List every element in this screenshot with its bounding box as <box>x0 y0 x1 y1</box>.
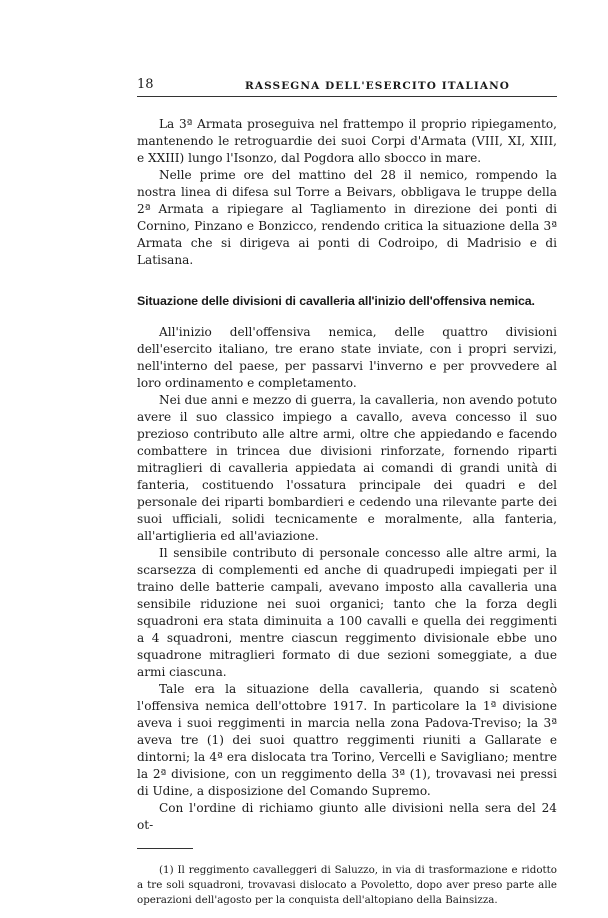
running-title: RASSEGNA DELL'ESERCITO ITALIANO <box>245 80 511 92</box>
paragraph: La 3ª Armata proseguiva nel frattempo il proprio ripiegamento, mantenendo le retroguardie dei suoi Corpi d'Armata (VIII, XI, XIII, e XXIII) lungo l'Isonzo, dal Pogdora allo sbocco in mare. <box>137 117 557 165</box>
paragraph: All'inizio dell'offensiva nemica, delle quattro divisioni dell'esercito italiano, tre erano state inviate, con i propri servizi, nell'interno del paese, per passarvi l'inverno e per provvedere al loro ordinamento e completamento. <box>137 325 557 390</box>
footnote: (1) Il reggimento cavalleggeri di Saluzzo, in via di trasformazione e ridotto a tre soli squadroni, trovavasi dislocato a Povoletto, dopo aver preso parte alle operazioni dell'agosto per la conquista dell'altopiano della Bainsizza. <box>137 864 557 906</box>
paragraph: Tale era la situazione della cavalleria, quando si scatenò l'offensiva nemica dell'ottobre 1917. In particolare la 1ª divisione aveva i suoi reggimenti in marcia nella zona Padova-Treviso; la 3ª aveva tre (1) dei suoi quattro reggimenti riuniti a Gallarate e dintorni; la 4ª era dislocata tra Torino, Vercelli e Savigliano; mentre la 2ª divisione, con un reggimento della 3ª (1), trovavasi nei pressi di Udine, a disposizione del Comando Supremo. <box>137 682 557 798</box>
page-number: 18 <box>137 77 154 92</box>
running-header <box>137 78 557 97</box>
paragraph: Il sensibile contributo di personale concesso alle altre armi, la scarsezza di complementi ed anche di quadrupedi impiegati per il traino delle batterie campali, avevano imposto alla cavalleria una sensibile riduzione nei suoi organici; tanto che la forza degli squadroni era stata diminuita a 100 cavalli e quella dei reggimenti a 4 squadroni, mentre ciascun reggimento divisionale ebbe uno squadrone mitraglieri formato di due sezioni someggiate, a due armi ciascuna. <box>137 546 557 679</box>
footnote-separator <box>137 848 193 849</box>
paragraph: Nelle prime ore del mattino del 28 il nemico, rompendo la nostra linea di difesa sul Torre a Beivars, obbligava le truppe della 2ª Armata a ripiegare al Tagliamento in direzione dei ponti di Cornino, Pinzano e Bonzicco, rendendo critica la situazione della 3ª Armata che si dirigeva ai ponti di Codroipo, di Madrisio e di Latisana. <box>137 168 557 267</box>
text-body <box>137 116 557 918</box>
paragraph: Nei due anni e mezzo di guerra, la cavalleria, non avendo potuto avere il suo classico impiego a cavallo, aveva concesso il suo prezioso contributo alle altre armi, oltre che appiedando e facendo combattere in trincea due divisioni rinforzate, fornendo riparti mitraglieri di cavalleria appiedata ai comandi di grandi unità di fanteria, costituendo l'ossatura principale dei quadri e del personale dei riparti bombardieri e cedendo una rilevante parte dei suoi ufficiali, solidi tecnicamente e moralmente, alla fanteria, all'artiglieria ed all'aviazione. <box>137 393 557 543</box>
paragraph: Con l'ordine di richiamo giunto alle divisioni nella sera del 24 ot- <box>137 801 557 832</box>
section-heading: Situazione delle divisioni di cavalleria all'inizio dell'offensiva nemica. <box>137 294 535 308</box>
